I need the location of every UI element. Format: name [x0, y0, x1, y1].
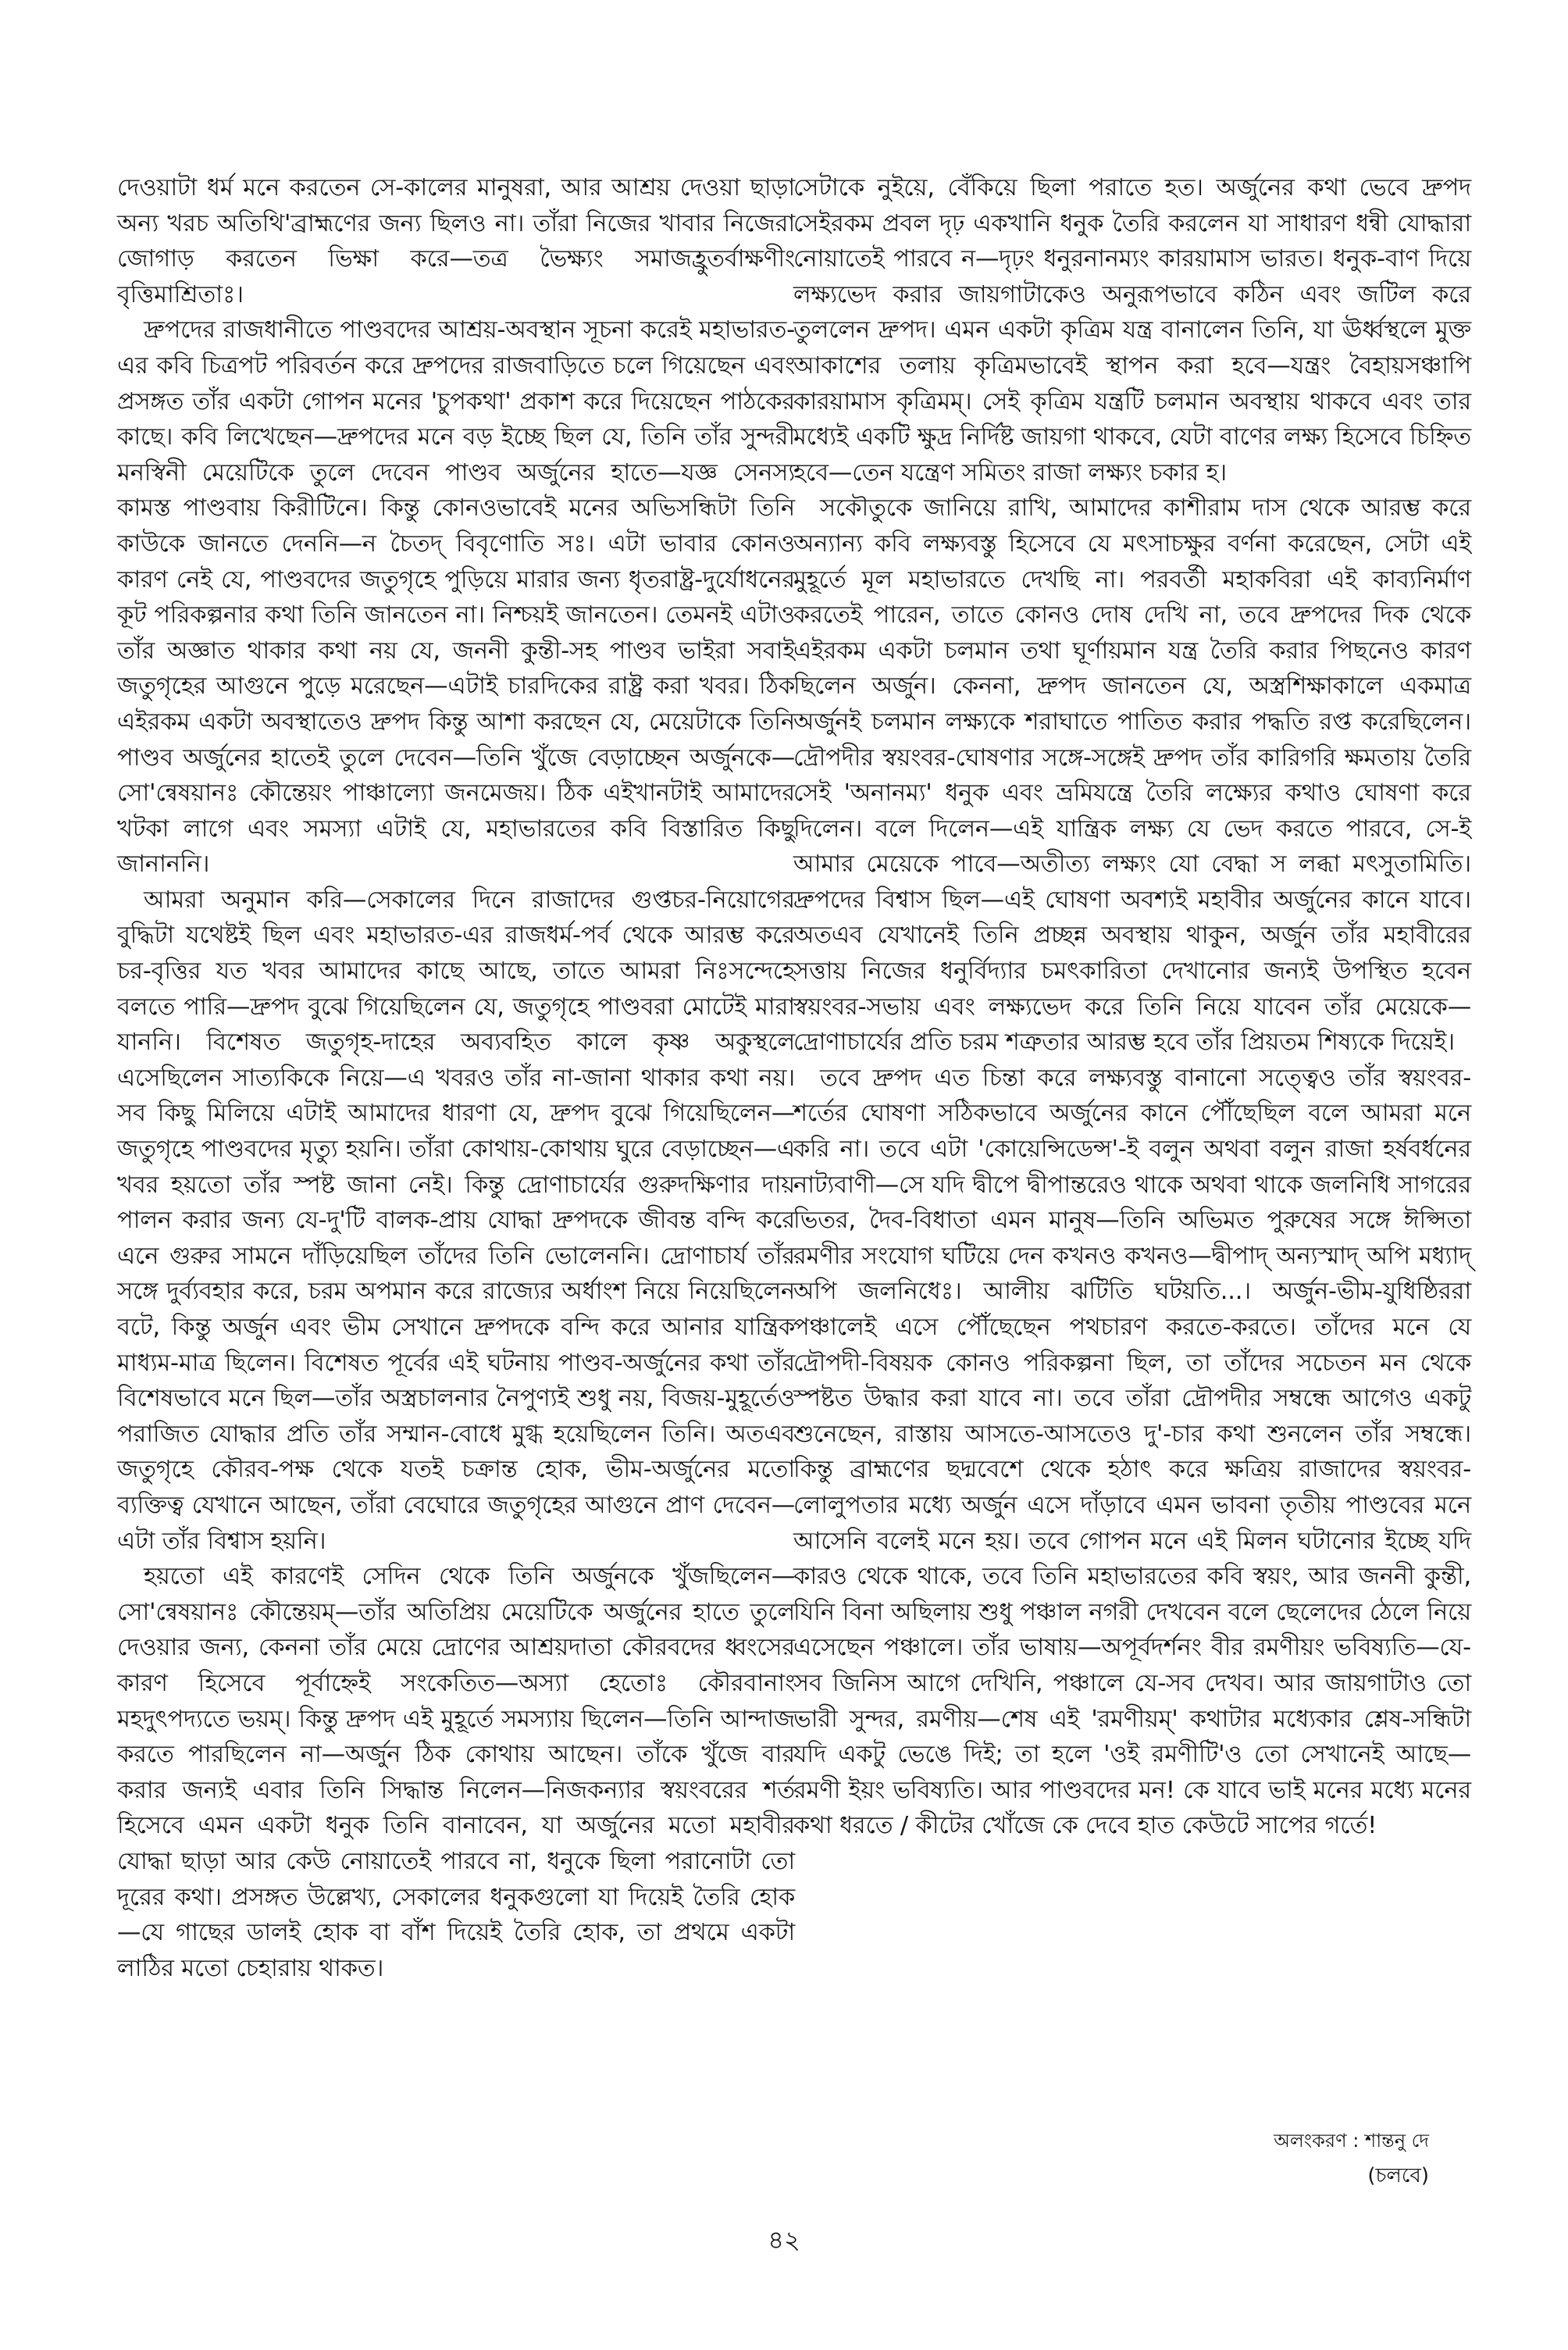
paragraph: সেটাকে নুইয়ে, বেঁকিয়ে ছিলা পরাতে হত। অর্জুনের কথা ভেবে দ্রুপদ সেইরকম প্রবল দৃঢ় একখানি ধনুক তৈরি করলেন যা সাধারণ ধন্বী যোদ্ধারা নোয়াতেই পারবে ন—দৃঢ়ং ধনুরনানম্যং কারয়ামাস ভারত। ধনুক-বাণ দিয়ে লক্ষ্যভেদ করার জায়গাটাকেও অনুরূপভাবে কঠিন এবং জটিল করে তুললেন দ্রুপদ। এমন একটা কৃত্রিম যন্ত্র বানালেন তিনি, যা ঊর্ধ্বস্থলে মুক্ত আকাশের তলায় কৃত্রিমভাবেই স্থাপন করা হবে—যন্ত্রং বৈহায়সঞ্চাপি কারয়ামাস কৃত্রিমম্। সেই কৃত্রিম যন্ত্রটি চলমান অবস্থায় থাকবে এবং তার মধ্যেই একটি ক্ষুদ্র নির্দিষ্ট জায়গা থাকবে, যেটা বাণের লক্ষ্য হিসেবে চিহ্নিত হবে—তেন যন্ত্রেণ সমিতং রাজা লক্ষ্যং চকার হ।	[793, 174, 1471, 487]
page-number: ৪২	[768, 2225, 800, 2255]
paragraph: দ্রুপদের রাজধানীতে পাণ্ডবদের আশ্রয়-অবস্থান সূচনা করেই মহাভারত-এর কবি চিত্রপট পরিবর্তন করে দ্রুপদের রাজবাড়িতে চলে গিয়েছেন এবং প্রসঙ্গত তাঁর একটা গোপন মনের 'চুপকথা' প্রকাশ করে দিয়েছেন পাঠকের কাছে। কবি লিখেছেন—দ্রুপদের মনে বড় ইচ্ছে ছিল যে, তিনি তাঁর সুন্দরী মনস্বিনী মেয়েটিকে তুলে দেবেন পাণ্ডব অর্জুনের হাতে—যজ্ঞ সেনস্য কামস্ত পাণ্ডবায় কিরীটিনে। কিন্তু কোনওভাবেই মনের অভিসন্ধিটা তিনি কাউকে জানতে দেননি—ন চৈতদ্ বিবৃণোতি সঃ। এটা ভাবার কোনও কারণ নেই যে, পাণ্ডবদের জতুগৃহে পুড়িয়ে মারার জন্য ধৃতরাষ্ট্র-দুর্যোধনের কূট পরিকল্পনার কথা তিনি জানতেন না। নিশ্চয়ই জানতেন। তেমনই এটাও তাঁর অজ্ঞাত থাকার কথা নয় যে, জননী কুন্তী-সহ পাণ্ডব ভাইরা সবাই জতুগৃহের আগুনে পুড়ে মরেছেন—এটাই চারদিকের রাষ্ট্র করা খবর। ঠিক এইরকম একটা অবস্থাতেও দ্রুপদ কিন্তু আশা করছেন যে, মেয়েটাকে তিনি পাণ্ডব অর্জুনের হাতেই তুলে দেবেন—তিনি খুঁজে বেড়াচ্ছেন অর্জুনকে—সো'ন্বেষয়ানঃ কৌন্তেয়ং পাঞ্চাল্যো জনমেজয়। ঠিক এইখানটাই আমাদের খটকা লাগে এবং সমস্যা এটাই যে, মহাভারতের কবি বিস্তারিত কিছু জানাননি।	[117, 316, 795, 879]
right-column	[793, 170, 1471, 1844]
paragraph: দেওয়াটা ধর্ম মনে করতেন সে-কালের মানুষরা, আর আশ্রয় দেওয়া ছাড়া অন্য খরচ অতিথি'ব্রাহ্মণের জন্য ছিলও না। তাঁরা নিজের খাবার নিজেরা জোগাড় করতেন ভিক্ষা করে—তত্র ভৈক্ষ্যং সমাজহ্রুতর্বাক্ষণীং বৃত্তিমাশ্রিতাঃ।	[117, 174, 795, 308]
illustration-credit: অলংকরণ : শান্তনু দে	[1274, 2130, 1429, 2152]
left-column	[117, 170, 795, 1986]
paragraph: হয়তো এই কারণেই সেদিন থেকে তিনি অর্জুনকে খুঁজছিলেন—সো'ন্বেষয়ানঃ কৌন্তেয়ম্—তাঁর অতিপ্রিয় মেয়েটিকে অর্জুনের হাতে তুলে দেওয়ার জন্য, কেননা তাঁর মেয়ে দ্রোণের আশ্রয়দাতা কৌরবদের ধ্বংসের কারণ হিসেবে পূর্বাহ্নেই সংকেতিত—অস্যা হেতোঃ কৌরবানাং মহদুৎপদ্যতে ভয়ম্। কিন্তু দ্রুপদ এই মুহূর্তে সমস্যায় ছিলেন—তিনি আন্দাজ করতে পারছিলেন না—অর্জুন ঠিক কোথায় আছেন। তাঁকে খুঁজে বার করার জন্যই এবার তিনি সিদ্ধান্ত নিলেন—নিজকন্যার স্বয়ংবরের শর্ত হিসেবে এমন একটা ধনুক তিনি বানাবেন, যা অর্জুনের মতো মহাবীর যোদ্ধা ছাড়া আর কেউ নোয়াতেই পারবে না, ধনুকে ছিলা পরানোটা তো দূরের কথা। প্রসঙ্গত উল্লেখ্য, সেকালের ধনুকগুলো যা দিয়েই তৈরি হোক—যে গাছের ডালই হোক বা বাঁশ দিয়েই তৈরি হোক, তা প্রথমে একটা লাঠির মতো চেহারায় থাকত।	[117, 1563, 795, 1982]
paragraph: তবে দ্রুপদ এত চিন্তা করে লক্ষ্যবস্তু বানানো সত্ত্বেও তাঁর স্বয়ংবর-শর্তের ঘোষণা সঠিকভাবে অর্জুনের কানে পৌঁছেছিল বলে আমরা মনে করি না। তবে এটা 'কোয়েন্সিডেন্স'-ই বলুন অথবা বলুন রাজা হর্ষবর্ধনের নাট্যবাণী—সে যদি দ্বীপে দ্বীপান্তরেও থাকে অথবা থাকে জলনিধি সাগরের ভিতর, দৈব-বিধাতা এমন মানুষ—তিনি অভিমত পুরুষের সঙ্গে ঈপ্সিতা রমণীর সংযোগ ঘটিয়ে দেন কখনও কখনও—দ্বীপাদ্ অন্যস্মাদ্ অপি মধ্যাদ্ অপি জলনিধেঃ। আলীয় ঝটিতি ঘটয়তি...। অর্জুন-ভীম-যুধিষ্ঠিররা পঞ্চালেই এসে পৌঁছেছেন পথচারণ করতে-করতে। তাঁদের মনে যে দ্রৌপদী-বিষয়ক কোনও পরিকল্পনা ছিল, তা তাঁদের সচেতন মন থেকে স্পষ্টত উদ্ধার করা যাবে না। তবে তাঁরা দ্রৌপদীর সম্বন্ধে আগেও একটু শুনেছেন, রাস্তায় আসতে-আসতেও দু'-চার কথা শুনলেন তাঁর সম্বন্ধে। কিন্তু ব্রাহ্মণের ছদ্মবেশে থেকে হঠাৎ করে ক্ষত্রিয় রাজাদের স্বয়ংবর-লোলুপতার মধ্যে অর্জুন এসে দাঁড়াবে এমন ভাবনা তৃতীয় পাণ্ডবের মনে আসেনি বলেই মনে হয়। তবে গোপন মনে এই মিলন ঘটানোর ইচ্ছে যদি কারও থেকে থাকে, তবে তিনি মহাভারতের কবি স্বয়ং, আর জননী কুন্তী, যিনি বিনা অছিলায় শুধু পঞ্চাল নগরী দেখবেন বলে ছেলেদের ঠেলে নিয়ে এসেছেন পঞ্চালে। তাঁর ভাষায়—অপূর্বদর্শনং বীর রমণীয়ং ভবিষ্যতি—যে-সব জিনিস আগে দেখিনি, পঞ্চালে যে-সব দেখব। আর জায়গাটাও তো ভারী সুন্দর, রমণীয়—শেষ এই 'রমণীয়ম্' কথাটার মধ্যেকার শ্লেষ-সন্ধিটা যদি একটু ভেঙে দিই; তা হলে 'ওই রমণীটি'ও তো সেখানেই আছে—রমণী ইয়ং ভবিষ্যতি। আর পাণ্ডবদের মন! কে যাবে ভাই মনের মধ্যে মনের কথা ধরতে / কীটের খোঁজে কে দেবে হাত কেউটে সাপের গর্তে!	[793, 1064, 1471, 1840]
paragraph: আমরা অনুমান করি—সেকালের দিনে রাজাদের গুপ্তচর-নিয়োগের বুদ্ধিটা যথেষ্টই ছিল এবং মহাভারত-এর রাজধর্ম-পর্ব থেকে আরম্ভ করে চর-বৃত্তির যত খবর আমাদের কাছে আছে, তাতে আমরা নিঃসন্দেহে বলতে পারি—দ্রুপদ বুঝে গিয়েছিলেন যে, জতুগৃহে পাণ্ডবরা মোটেই মারা যাননি। বিশেষত জতুগৃহ-দাহের অব্যবহিত কালে কৃষ্ণ অকুস্থলে এসেছিলেন সাত্যকিকে নিয়ে—এ খবরও তাঁর না-জানা থাকার কথা নয়। সব কিছু মিলিয়ে এটাই আমাদের ধারণা যে, দ্রুপদ বুঝে গিয়েছিলেন—জতুগৃহে পাণ্ডবদের মৃত্যু হয়নি। তাঁরা কোথায়-কোথায় ঘুরে বেড়াচ্ছেন—এ খবর হয়তো তাঁর স্পষ্ট জানা নেই। কিন্তু দ্রোণাচার্যের গুরুদক্ষিণার দায় পালন করার জন্য যে-দু'টি বালক-প্রায় যোদ্ধা দ্রুপদকে জীবন্ত বন্দি করে এনে গুরুর সামনে দাঁড়িয়েছিল তাঁদের তিনি ভোলেননি। দ্রোণাচার্য তাঁর সঙ্গে দুর্ব্যবহার করে, চরম অপমান করে রাজ্যের অর্ধাংশ নিয়ে নিয়েছিলেন বটে, কিন্তু অর্জুন এবং ভীম সেখানে দ্রুপদকে বন্দি করে আনার যান্ত্রিক মাধ্যম-মাত্র ছিলেন। বিশেষত পূর্বের এই ঘটনায় পাণ্ডব-অর্জুনের কথা তাঁর বিশেষভাবে মনে ছিল—তাঁর অস্ত্রচালনার নৈপুণ্যই শুধু নয়, বিজয়-মুহূর্তেও পরাজিত যোদ্ধার প্রতি তাঁর সম্মান-বোধে মুগ্ধ হয়েছিলেন তিনি। অতএব জতুগৃহে কৌরব-পক্ষ থেকে যতই চক্রান্ত হোক, ভীম-অর্জুনের মতো ব্যক্তিত্ব যেখানে আছেন, তাঁরা বেঘোরে জতুগৃহের আগুনে প্রাণ দেবেন—এটা তাঁর বিশ্বাস হয়নি।	[117, 886, 795, 1555]
paragraph: সকৌতুকে জানিয়ে রাখি, আমাদের কাশীরাম দাস থেকে আরম্ভ করে অন্যান্য কবি লক্ষ্যবস্তু হিসেবে যে মৎসাচক্ষুর বর্ণনা করেছেন, সেটা এই মুহূর্তে মূল মহাভারতে দেখছি না। পরবর্তী মহাকবিরা এই কাব্যনির্মাণ করতেই পারেন, তাতে কোনও দোষ দেখি না, তবে দ্রুপদের দিক থেকে এইরকম একটা চলমান তথা ঘূর্ণায়মান যন্ত্র তৈরি করার পিছনেও কারণ ছিলেন অর্জুন। কেননা, দ্রুপদ জানতেন যে, অস্ত্রশিক্ষাকালে একমাত্র অর্জুনই চলমান লক্ষ্যকে শরাঘাতে পাতিত করার পদ্ধতি রপ্ত করেছিলেন। দ্রৌপদীর স্বয়ংবর-ঘোষণার সঙ্গে-সঙ্গেই দ্রুপদ তাঁর কারিগরি ক্ষমতায় তৈরি সেই 'অনানম্য' ধনুক এবং ভ্রমিযন্ত্রে তৈরি লক্ষ্যের কথাও ঘোষণা করে দিলেন। বলে দিলেন—এই যান্ত্রিক লক্ষ্য যে ভেদ করতে পারবে, সে-ই আমার মেয়েকে পাবে—অতীত্য লক্ষ্যং যো বেদ্ধা স লব্ধা মৎসুতামিতি। দ্রুপদের বিশ্বাস ছিল—এই ঘোষণা অবশ্যই মহাবীর অর্জুনের কানে যাবে। অতএব যেখানেই তিনি প্রচ্ছন্ন অবস্থায় থাকুন, অর্জুন তাঁর মহাবীরের সত্তায় নিজের ধনুর্বিদ্যার চমৎকারিতা দেখানোর জন্যই উপস্থিত হবেন স্বয়ংবর-সভায় এবং লক্ষ্যভেদ করে তিনি নিয়ে যাবেন তাঁর মেয়েকে—দ্রোণাচার্যের প্রতি চরম শত্রুতার আরম্ভ হবে তাঁর প্রিয়তম শিষ্যকে দিয়েই।	[793, 494, 1471, 1057]
to-be-continued: (চলবে)	[1367, 2164, 1429, 2188]
